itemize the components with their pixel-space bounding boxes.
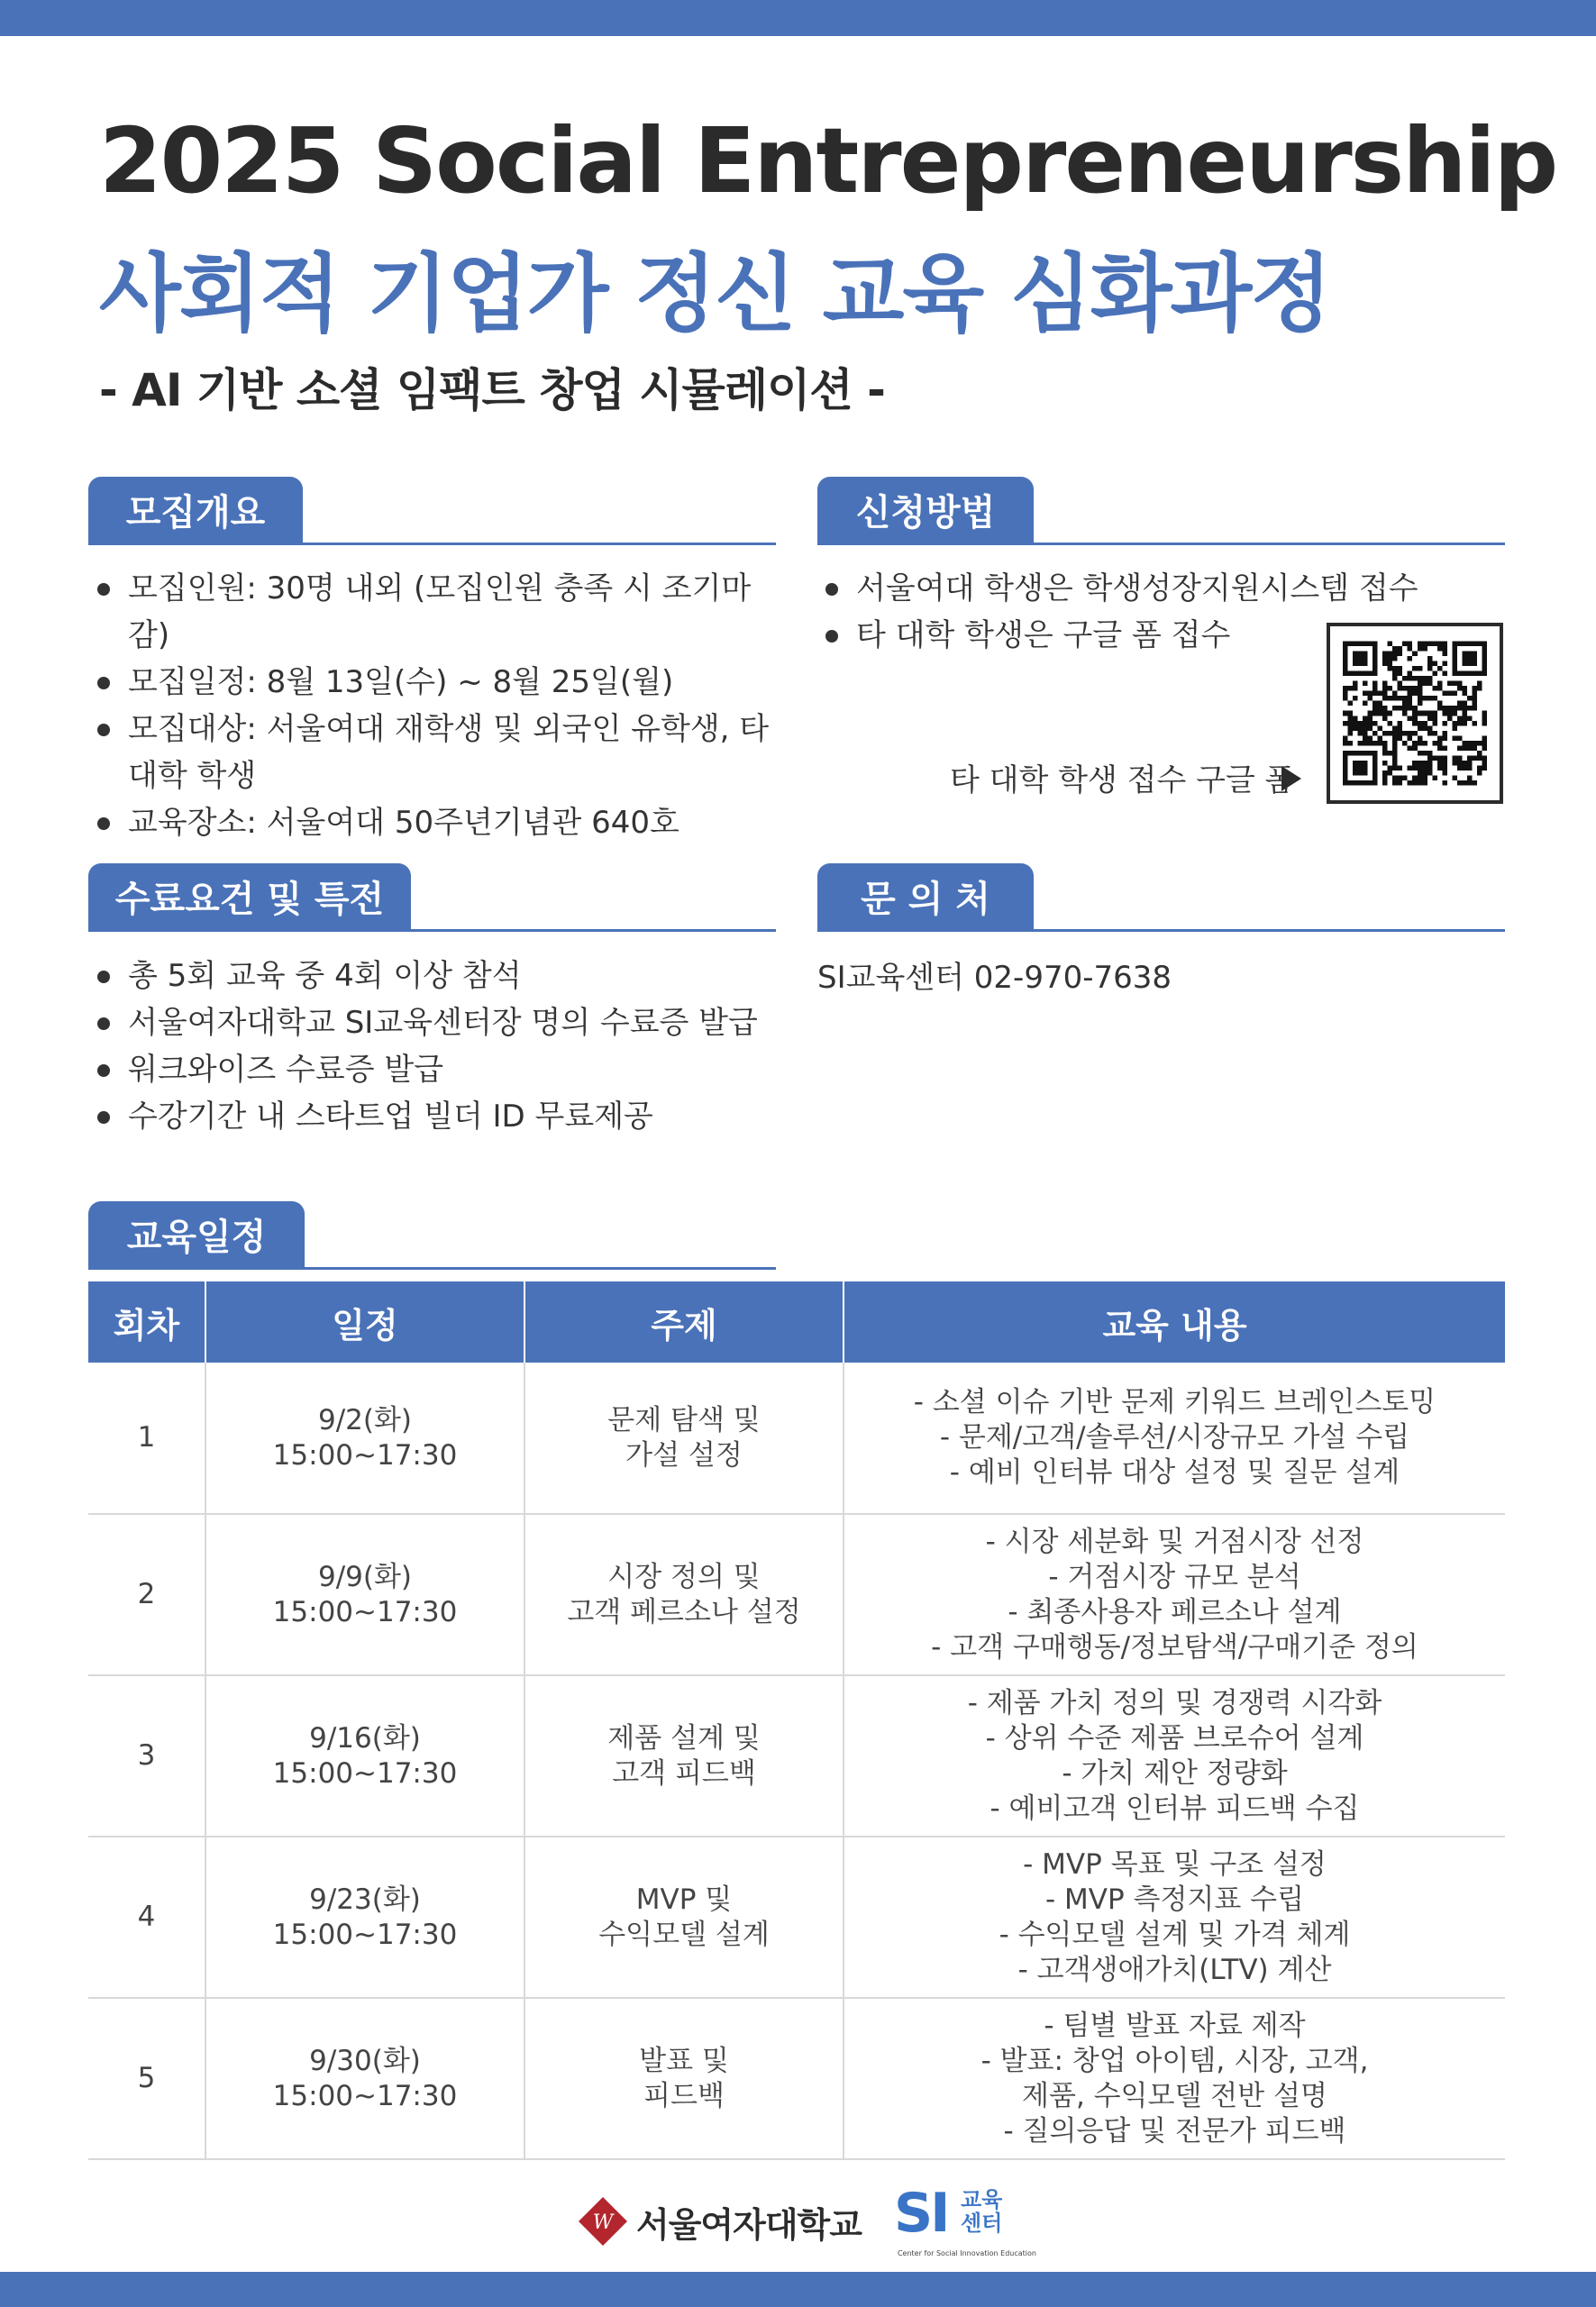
session-number: 3 [88, 1675, 205, 1837]
column-header-session: 회차 [88, 1281, 205, 1363]
content-line: - 예비 인터뷰 대상 설정 및 질문 설계 [949, 1456, 1400, 1489]
session-date [205, 1675, 524, 1837]
svg-text:W: W [592, 2211, 614, 2234]
content-line: - 문제/고객/솔루션/시장규모 가설 수립 [939, 1421, 1410, 1454]
date-text: 9/9(화) [317, 1560, 413, 1593]
si-center-logo [893, 2181, 1036, 2262]
session-number: 4 [88, 1837, 205, 1998]
section-application-tab: 신청방법 [817, 477, 1034, 543]
content-line: - 시장 세분화 및 거점시장 선정 [985, 1525, 1364, 1558]
session-content [844, 1514, 1505, 1675]
session-topic [524, 1998, 844, 2159]
session-date [205, 1363, 524, 1514]
content-line: - 예비고객 인터뷰 피드백 수집 [990, 1792, 1360, 1825]
table-row [88, 1363, 1505, 1514]
table-header-row [88, 1281, 1505, 1363]
topic-line: 고객 피드백 [612, 1756, 756, 1790]
bottom-accent-bar [0, 2272, 1596, 2307]
list-item: 총 5회 교육 중 4회 이상 참석 [90, 953, 784, 999]
session-number: 5 [88, 1998, 205, 2159]
session-content [844, 1363, 1505, 1514]
session-number: 2 [88, 1514, 205, 1675]
list-item: 모집일정: 8월 13일(수) ~ 8월 25일(월) [90, 659, 784, 706]
content-line: - 제품 가치 정의 및 경쟁력 시각화 [967, 1686, 1382, 1719]
content-line: - 고객생애가치(LTV) 계산 [1017, 1953, 1332, 1986]
qr-code-icon [1343, 639, 1487, 788]
content-line: - 거점시장 규모 분석 [1048, 1560, 1301, 1593]
section-recruitment-tab: 모집개요 [88, 477, 303, 543]
time-text: 15:00~17:30 [272, 1438, 458, 1472]
si-letters: SI [893, 2182, 948, 2245]
date-text: 9/30(화) [309, 2044, 421, 2077]
column-header-topic: 주제 [524, 1281, 844, 1363]
section-schedule-header [88, 1201, 776, 1270]
section-completion-header [88, 863, 776, 932]
recruitment-list [90, 565, 784, 846]
topic-line: 발표 및 [639, 2044, 729, 2077]
content-line: 제품, 수익모델 전반 설명 [1022, 2079, 1327, 2112]
session-date [205, 1998, 524, 2159]
footer-logos [577, 2181, 1036, 2262]
title-english: 2025 Social Entrepreneurship [99, 108, 1557, 214]
title-korean: 사회적 기업가 정신 교육 심화과정 [99, 245, 1331, 343]
time-text: 15:00~17:30 [272, 1756, 458, 1790]
table-row [88, 1837, 1505, 1998]
list-item: 교육장소: 서울여대 50주년기념관 640호 [90, 799, 784, 846]
topic-line: 제품 설계 및 [607, 1721, 761, 1755]
session-topic [524, 1363, 844, 1514]
list-item: 서울여대 학생은 학생성장지원시스템 접수 [818, 565, 1503, 612]
content-line: - 고객 구매행동/정보탐색/구매기준 정의 [931, 1630, 1418, 1664]
column-header-date: 일정 [205, 1281, 524, 1363]
session-content [844, 1837, 1505, 1998]
top-accent-bar [0, 0, 1596, 36]
section-schedule-tab: 교육일정 [88, 1201, 305, 1267]
session-topic [524, 1514, 844, 1675]
content-line: - 수익모델 설계 및 가격 체계 [999, 1918, 1351, 1951]
contact-info: SI교육센터 02-970-7638 [817, 960, 1172, 996]
list-item: 수강기간 내 스타트업 빌더 ID 무료제공 [90, 1093, 784, 1140]
swu-logo [577, 2195, 862, 2248]
topic-line: 고객 페르소나 설정 [567, 1595, 801, 1628]
swu-emblem-icon [577, 2195, 629, 2248]
completion-list [90, 953, 784, 1140]
topic-line: 수익모델 설계 [598, 1918, 770, 1951]
si-subtext: Center for Social Innovation Education [897, 2249, 1036, 2257]
content-line: - 팀별 발표 자료 제작 [1044, 2009, 1306, 2042]
session-topic [524, 1837, 844, 1998]
session-date [205, 1837, 524, 1998]
section-contact-header [817, 863, 1505, 932]
time-text: 15:00~17:30 [272, 1918, 458, 1951]
content-line: - 소셜 이슈 기반 문제 키워드 브레인스토밍 [913, 1386, 1436, 1418]
qr-caption: 타 대학 학생 접수 구글 폼 [950, 762, 1295, 798]
qr-code[interactable] [1327, 623, 1503, 804]
content-line: - 가치 제안 정량화 [1062, 1756, 1288, 1790]
table-row [88, 1998, 1505, 2159]
topic-line: 피드백 [643, 2079, 725, 2112]
si-text: 교육센터 [960, 2187, 1003, 2236]
table-row [88, 1675, 1505, 1837]
list-item: 워크와이즈 수료증 발급 [90, 1046, 784, 1093]
date-text: 9/2(화) [317, 1403, 413, 1436]
content-line: - 최종사용자 페르소나 설계 [1008, 1595, 1342, 1628]
section-completion-tab: 수료요건 및 특전 [88, 863, 411, 929]
content-line: - 발표: 창업 아이템, 시장, 고객, [980, 2044, 1369, 2077]
content-line: - 질의응답 및 전문가 피드백 [1003, 2114, 1346, 2147]
content-line: - 상위 수준 제품 브로슈어 설계 [985, 1721, 1364, 1755]
subtitle: - AI 기반 소셜 임팩트 창업 시뮬레이션 - [99, 364, 885, 416]
list-item: 모집인원: 30명 내외 (모집인원 충족 시 조기마감) [90, 565, 784, 659]
arrow-right-icon [1281, 766, 1301, 791]
content-line: - MVP 측정지표 수립 [1044, 1883, 1305, 1916]
session-content [844, 1998, 1505, 2159]
content-line: - MVP 목표 및 구조 설정 [1023, 1847, 1327, 1881]
column-header-content: 교육 내용 [844, 1281, 1505, 1363]
topic-line: 문제 탐색 및 [607, 1403, 761, 1436]
date-text: 9/23(화) [309, 1883, 421, 1916]
university-name: 서울여자대학교 [636, 2204, 862, 2245]
session-topic [524, 1675, 844, 1837]
topic-line: 가설 설정 [625, 1438, 743, 1472]
table-row [88, 1514, 1505, 1675]
section-contact-tab: 문 의 처 [817, 863, 1034, 929]
schedule-table [88, 1281, 1505, 2160]
date-text: 9/16(화) [309, 1721, 421, 1755]
session-date [205, 1514, 524, 1675]
topic-line: MVP 및 [635, 1883, 733, 1916]
list-item: 모집대상: 서울여대 재학생 및 외국인 유학생, 타 대학 학생 [90, 706, 784, 799]
section-recruitment-header [88, 477, 776, 545]
time-text: 15:00~17:30 [272, 1595, 458, 1628]
list-item: 서울여자대학교 SI교육센터장 명의 수료증 발급 [90, 999, 784, 1046]
list-item: 타 대학 학생은 구글 폼 접수 [818, 612, 1503, 659]
topic-line: 시장 정의 및 [607, 1560, 761, 1593]
session-number: 1 [88, 1363, 205, 1514]
session-content [844, 1675, 1505, 1837]
time-text: 15:00~17:30 [272, 2079, 458, 2112]
section-application-header [817, 477, 1505, 545]
